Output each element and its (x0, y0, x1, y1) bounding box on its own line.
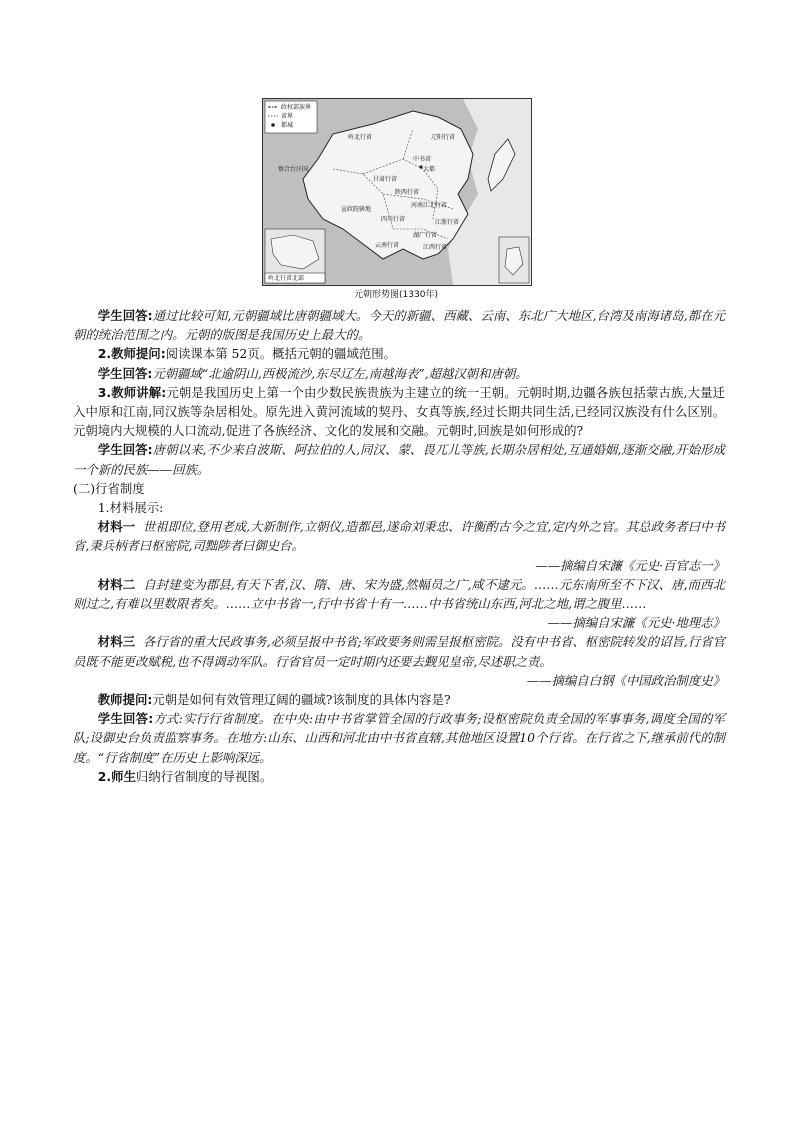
paragraph-text: 归纳行省制度的导视图。 (135, 768, 273, 784)
map-label: 察合台汗国 (278, 166, 309, 173)
material-text: 各行省的重大民政事务,必须呈报中书省;军政要务则需呈报枢密院。没有中书省、枢密院转发的诏旨,行省官员既不能更改赋税,也不得调动军队。行省官员一定时期内还要去觐见皇帝,尽述职之责。 (73, 634, 725, 669)
map-label: 甘肃行省 (373, 176, 398, 183)
section-heading: (二)行省制度 (73, 480, 145, 496)
map-label: 辽阳行省 (431, 134, 456, 141)
map-label: 中书省 (413, 156, 432, 163)
paragraph (73, 383, 725, 441)
map-label: 云南行省 (375, 242, 400, 249)
material-label: 材料三 (97, 634, 135, 650)
paragraph-text: 唐朝以来,不少来自波斯、阿拉伯的人,同汉、蒙、畏兀儿等族,长期杂居相处,互通婚姻,逐渐交融,开始形成一个新的民族——回族。 (73, 442, 725, 477)
material-label: 材料一 (97, 519, 136, 535)
inset-label: 岭北行省北部 (268, 275, 305, 282)
paragraph (73, 709, 725, 767)
material-source: ——摘编自宋濂《元史·百官志一》 (535, 557, 725, 573)
map-caption: 元朝形势图(1330年) (354, 290, 438, 300)
lesson-content (73, 306, 725, 786)
paragraph-label: 学生回答: (97, 442, 153, 458)
material-item (73, 517, 725, 555)
material-text: 自封建变为郡县,有天下者,汉、隋、唐、宋为盛,然幅员之广,咸不逮元。……元东南所至不下汉、唐,而西北则过之,有难以里数限者矣。……立中书省一,行中书省十有一……中书省统山东西,河北之地,谓之腹里…… (73, 576, 725, 612)
paragraph-label: 3.教师讲解: (97, 384, 167, 400)
paragraph-label: 2.教师提问: (97, 346, 166, 362)
paragraph-label: 学生回答: (97, 365, 153, 381)
material-label: 材料二 (97, 576, 136, 592)
paragraph-text: 阅读课本第 52页。概括元朝的疆域范围。 (165, 346, 397, 362)
paragraph-label: 学生回答: (97, 711, 154, 727)
legend-item-province: 省界 (281, 113, 294, 120)
paragraph (73, 767, 725, 786)
material-source: ——摘编自宋濂《元史·地理志》 (547, 615, 725, 631)
materials-intro: 1.材料展示: (97, 500, 164, 516)
map-graphic (263, 99, 531, 285)
map-label: 湖广行省 (413, 232, 438, 239)
map-label: 江浙行省 (435, 219, 460, 226)
map-label: 河南江北行省 (411, 202, 448, 209)
yuan-dynasty-map (262, 98, 532, 286)
paragraph-text: 方式:实行行省制度。在中央:由中书省掌管全国的行政事务;设枢密院负责全国的军事事务,调度全国的军队;设御史台负责监察事务。在地方:山东、山西和河北由中书省直辖,其他地区设置10个行省。在行省之下,继承前代的制度。“行省制度”在历史上影响深远。 (73, 711, 725, 765)
map-label: 岭北行省 (348, 134, 373, 141)
map-label: 大都 (423, 166, 436, 173)
map-label: 江西行省 (423, 244, 448, 251)
paragraph-label: 教师提问: (97, 692, 153, 708)
legend-item-boundary: 政权部族界 (281, 104, 312, 111)
paragraph (73, 364, 725, 383)
material-item (73, 632, 725, 670)
paragraph (73, 344, 725, 363)
material-source: ——摘编自白钢《中国政治制度史》 (526, 672, 725, 688)
paragraph (73, 440, 725, 478)
paragraph-text: 通过比较可知,元朝疆域比唐朝疆域大。今天的新疆、西藏、云南、东北广大地区,台湾及南海诸岛,都在元朝的统治范围之内。元朝的版图是我国历史上最大的。 (73, 308, 725, 343)
map-label: 陕西行省 (395, 189, 420, 196)
paragraph-text: 元朝是我国历史上第一个由少数民族贵族为主建立的统一王朝。元朝时期,边疆各族包括蒙古族,大量迁入中原和江南,同汉族等杂居相处。原先进入黄河流域的契丹、女真等族,经过长期共同生活,已经同汉族没有什么区别。元朝境内大规模的人口流动,促进了各族经济、文化的发展和交融。元朝时,回族是如何形成的? (73, 384, 725, 439)
legend-item-capital: 都城 (281, 122, 294, 129)
paragraph (73, 306, 725, 344)
paragraph-text: 元朝是如何有效管理辽阔的疆域?该制度的具体内容是? (152, 692, 451, 708)
map-label: 四川行省 (381, 216, 406, 223)
material-text: 世祖即位,登用老成,大新制作,立朝仪,造都邑,遂命刘秉忠、许衡酌古今之宜,定内外之官。其总政务者曰中书省,秉兵柄者曰枢密院,司黜陟者曰御史台。 (73, 519, 726, 554)
paragraph-text: 元朝疆域“北逾阴山,西极流沙,东尽辽左,南越海表”,超越汉朝和唐朝。 (152, 365, 528, 381)
material-item (73, 575, 725, 613)
paragraph (73, 690, 725, 709)
map-label: 宣政院辖地 (341, 206, 372, 213)
paragraph-label: 2.师生 (97, 768, 136, 784)
paragraph-label: 学生回答: (97, 308, 153, 323)
